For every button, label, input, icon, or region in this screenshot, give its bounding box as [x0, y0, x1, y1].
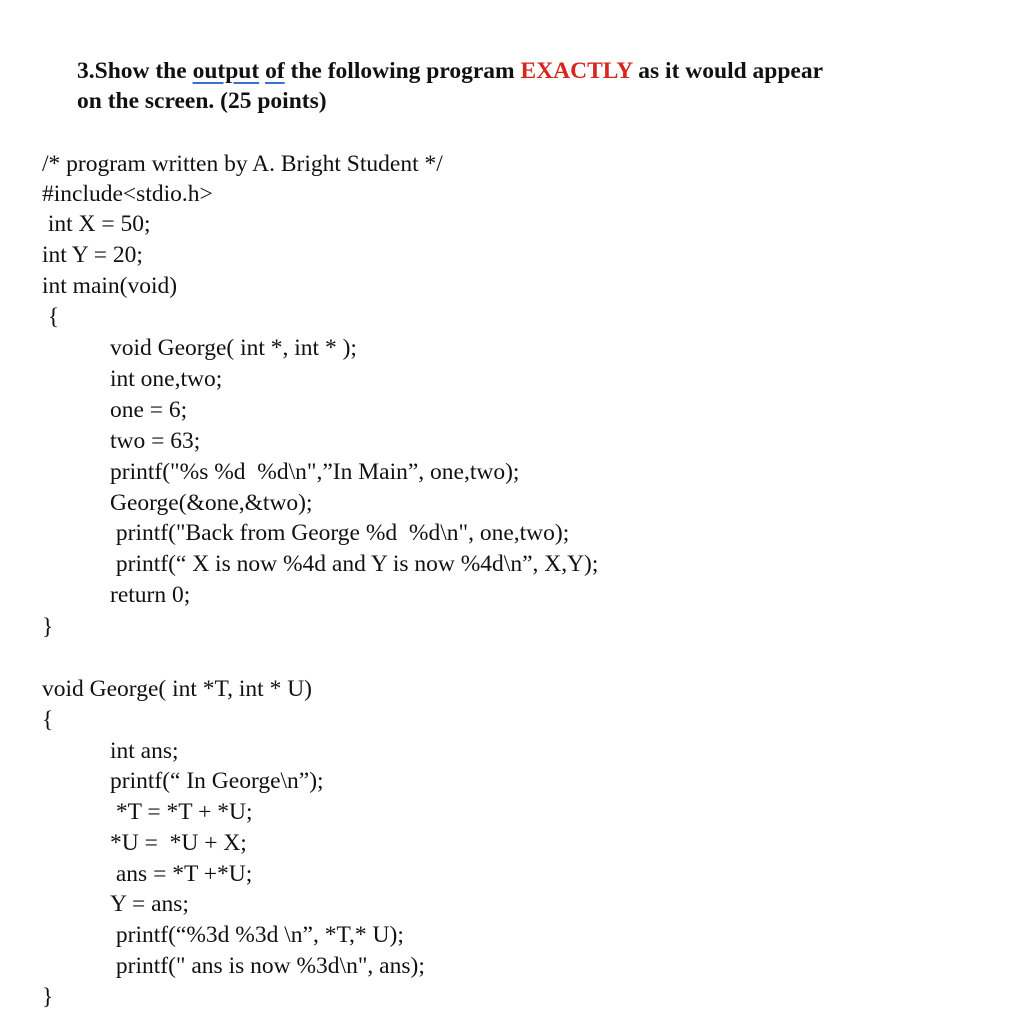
code-line-19: int ans; — [110, 738, 179, 764]
code-line-12: George(&one,&two); — [110, 490, 313, 516]
code-line-8: int one,two; — [110, 366, 223, 392]
code-line-5: int main(void) — [42, 273, 178, 299]
code-line-4: int Y = 20; — [42, 242, 143, 268]
code-line-7: void George( int *, int * ); — [110, 335, 357, 361]
code-line-24: Y = ans; — [110, 891, 189, 917]
code-line-22: *U = *U + X; — [110, 830, 247, 856]
code-line-9: one = 6; — [110, 397, 188, 423]
code-line-21: *T = *T + *U; — [110, 799, 253, 825]
code-line-2: #include<stdio.h> — [42, 181, 213, 207]
code-line-14: printf(“ X is now %4d and Y is now %4d\n”, X,Y); — [110, 551, 599, 577]
code-line-25: printf(“%3d %3d \n”, *T,* U); — [110, 922, 404, 948]
code-line-16: } — [42, 614, 54, 640]
question-heading — [77, 56, 977, 116]
code-line-3: int X = 50; — [42, 211, 151, 237]
code-line-13: printf("Back from George %d %d\n", one,two); — [110, 520, 570, 546]
code-line-27: } — [42, 984, 54, 1010]
underlined-of: of — [265, 58, 285, 84]
question-text-start: 3.Show the — [77, 58, 193, 84]
question-text-middle: the following program — [284, 58, 521, 84]
emphasis-exactly: EXACTLY — [520, 58, 633, 84]
code-line-23: ans = *T +*U; — [110, 861, 253, 887]
code-line-18: { — [42, 707, 54, 733]
question-line-2: on the screen. (25 points) — [77, 88, 327, 114]
underlined-output: output — [192, 58, 260, 84]
code-line-10: two = 63; — [110, 428, 201, 454]
code-line-20: printf(“ In George\n”); — [110, 768, 324, 794]
code-line-26: printf(" ans is now %3d\n", ans); — [110, 953, 425, 979]
code-line-11: printf("%s %d %d\n",”In Main”, one,two); — [110, 459, 520, 485]
code-line-6: { — [42, 304, 60, 330]
code-line-17: void George( int *T, int * U) — [42, 676, 312, 702]
code-line-1: /* program written by A. Bright Student */ — [42, 151, 443, 177]
code-line-15: return 0; — [110, 582, 191, 608]
question-text-end: as it would appear — [632, 58, 824, 84]
